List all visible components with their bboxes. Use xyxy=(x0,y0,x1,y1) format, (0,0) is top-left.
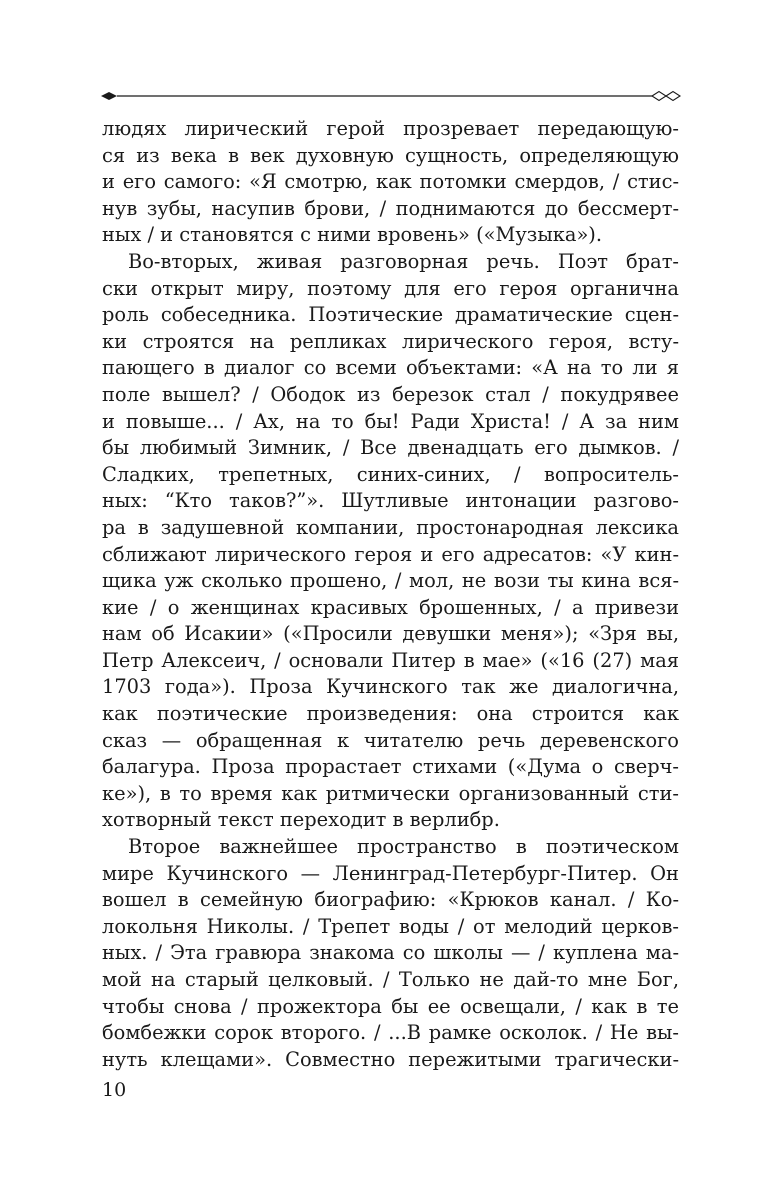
text-line: хотворный текст переходит в верлибр. xyxy=(102,808,500,832)
text-line: нуть клещами». Совместно пережитыми трагически- xyxy=(102,1047,679,1071)
text-line: ски открыт миру, поэтому для его героя органична xyxy=(102,276,679,300)
text-line: пающего в диалог со всеми объектами: «А на то ли я xyxy=(102,356,679,380)
paragraph xyxy=(102,116,679,249)
text-line: мире Кучинского — Ленинград-Петербург-Питер. Он xyxy=(102,861,679,885)
body-text xyxy=(102,116,679,1073)
text-line: роль собеседника. Поэтические драматические сцен- xyxy=(102,303,679,327)
text-line: чтобы снова / прожектора бы ее освещали, / как в те xyxy=(102,994,679,1018)
text-line: нув зубы, насупив брови, / поднимаются до бессмерт- xyxy=(102,196,679,220)
text-line: людях лирический герой прозревает передающую- xyxy=(102,117,679,140)
text-line: кие / о женщинах красивых брошенных, / а привези xyxy=(102,595,679,619)
text-line: и его самого: «Я смотрю, как потомки смердов, / стис- xyxy=(102,170,679,194)
text-line: балагура. Проза прорастает стихами («Дума о сверч- xyxy=(102,755,679,779)
text-line: ных. / Эта гравюра знакома со школы — / куплена ма- xyxy=(102,941,679,965)
text-line: Петр Алексеич, / основали Питер в мае» («16 (27) мая xyxy=(102,648,679,672)
paragraph xyxy=(102,834,679,1073)
text-line: как поэтические произведения: она строится как xyxy=(102,702,679,726)
text-line: бомбежки сорок второго. / ...В рамке осколок. / Не вы- xyxy=(102,1021,679,1045)
page-number: 10 xyxy=(102,1079,127,1101)
text-line: Сладких, трепетных, синих-синих, / вопроситель- xyxy=(102,462,679,486)
ornamental-rule xyxy=(100,87,682,105)
text-line: ра в задушевной компании, простонародная лексика xyxy=(102,515,679,539)
text-line: сближают лирического героя и его адресатов: «У кин- xyxy=(102,542,679,566)
text-line: ся из века в век духовную сущность, определяющую xyxy=(102,143,679,167)
text-line: нам об Исакии» («Просили девушки меня»); «Зря вы, xyxy=(102,622,679,646)
text-line: локольня Николы. / Трепет воды / от мелодий церков- xyxy=(102,914,679,938)
paragraph xyxy=(102,249,679,834)
text-line: ных: “Кто таков?”». Шутливые интонации разгово- xyxy=(102,489,679,513)
diamond-outline-icon xyxy=(652,92,666,101)
text-line: сказ — обращенная к читателю речь деревенского xyxy=(102,728,679,752)
text-line: ке»), в то время как ритмически организованный сти- xyxy=(102,781,679,805)
text-line: щика уж сколько прошено, / мол, не вози ты кина вся- xyxy=(102,569,679,593)
text-line: вошел в семейную биографию: «Крюков канал. / Ко- xyxy=(102,888,679,912)
text-line: Во-вторых, живая разговорная речь. Поэт брат- xyxy=(128,249,679,273)
text-line: 1703 года»). Проза Кучинского так же диалогична, xyxy=(102,675,679,699)
text-line: поле вышел? / Ободок из березок стал / покудрявее xyxy=(102,382,679,406)
text-line: ки строятся на репликах лирического героя, всту- xyxy=(102,329,679,353)
diamond-outline-icon xyxy=(666,92,680,101)
diamond-left-icon xyxy=(101,92,117,100)
text-line: и повыше... / Ах, на то бы! Ради Христа! / А за ним xyxy=(102,409,679,433)
text-line: бы любимый Зимник, / Все двенадцать его дымков. / xyxy=(102,436,679,460)
text-line: мой на старый целковый. / Только не дай-то мне Бог, xyxy=(102,968,679,991)
text-line: Второе важнейшее пространство в поэтическом xyxy=(128,835,679,859)
text-line: ных / и становятся с ними вровень» («Музыка»). xyxy=(102,223,603,247)
